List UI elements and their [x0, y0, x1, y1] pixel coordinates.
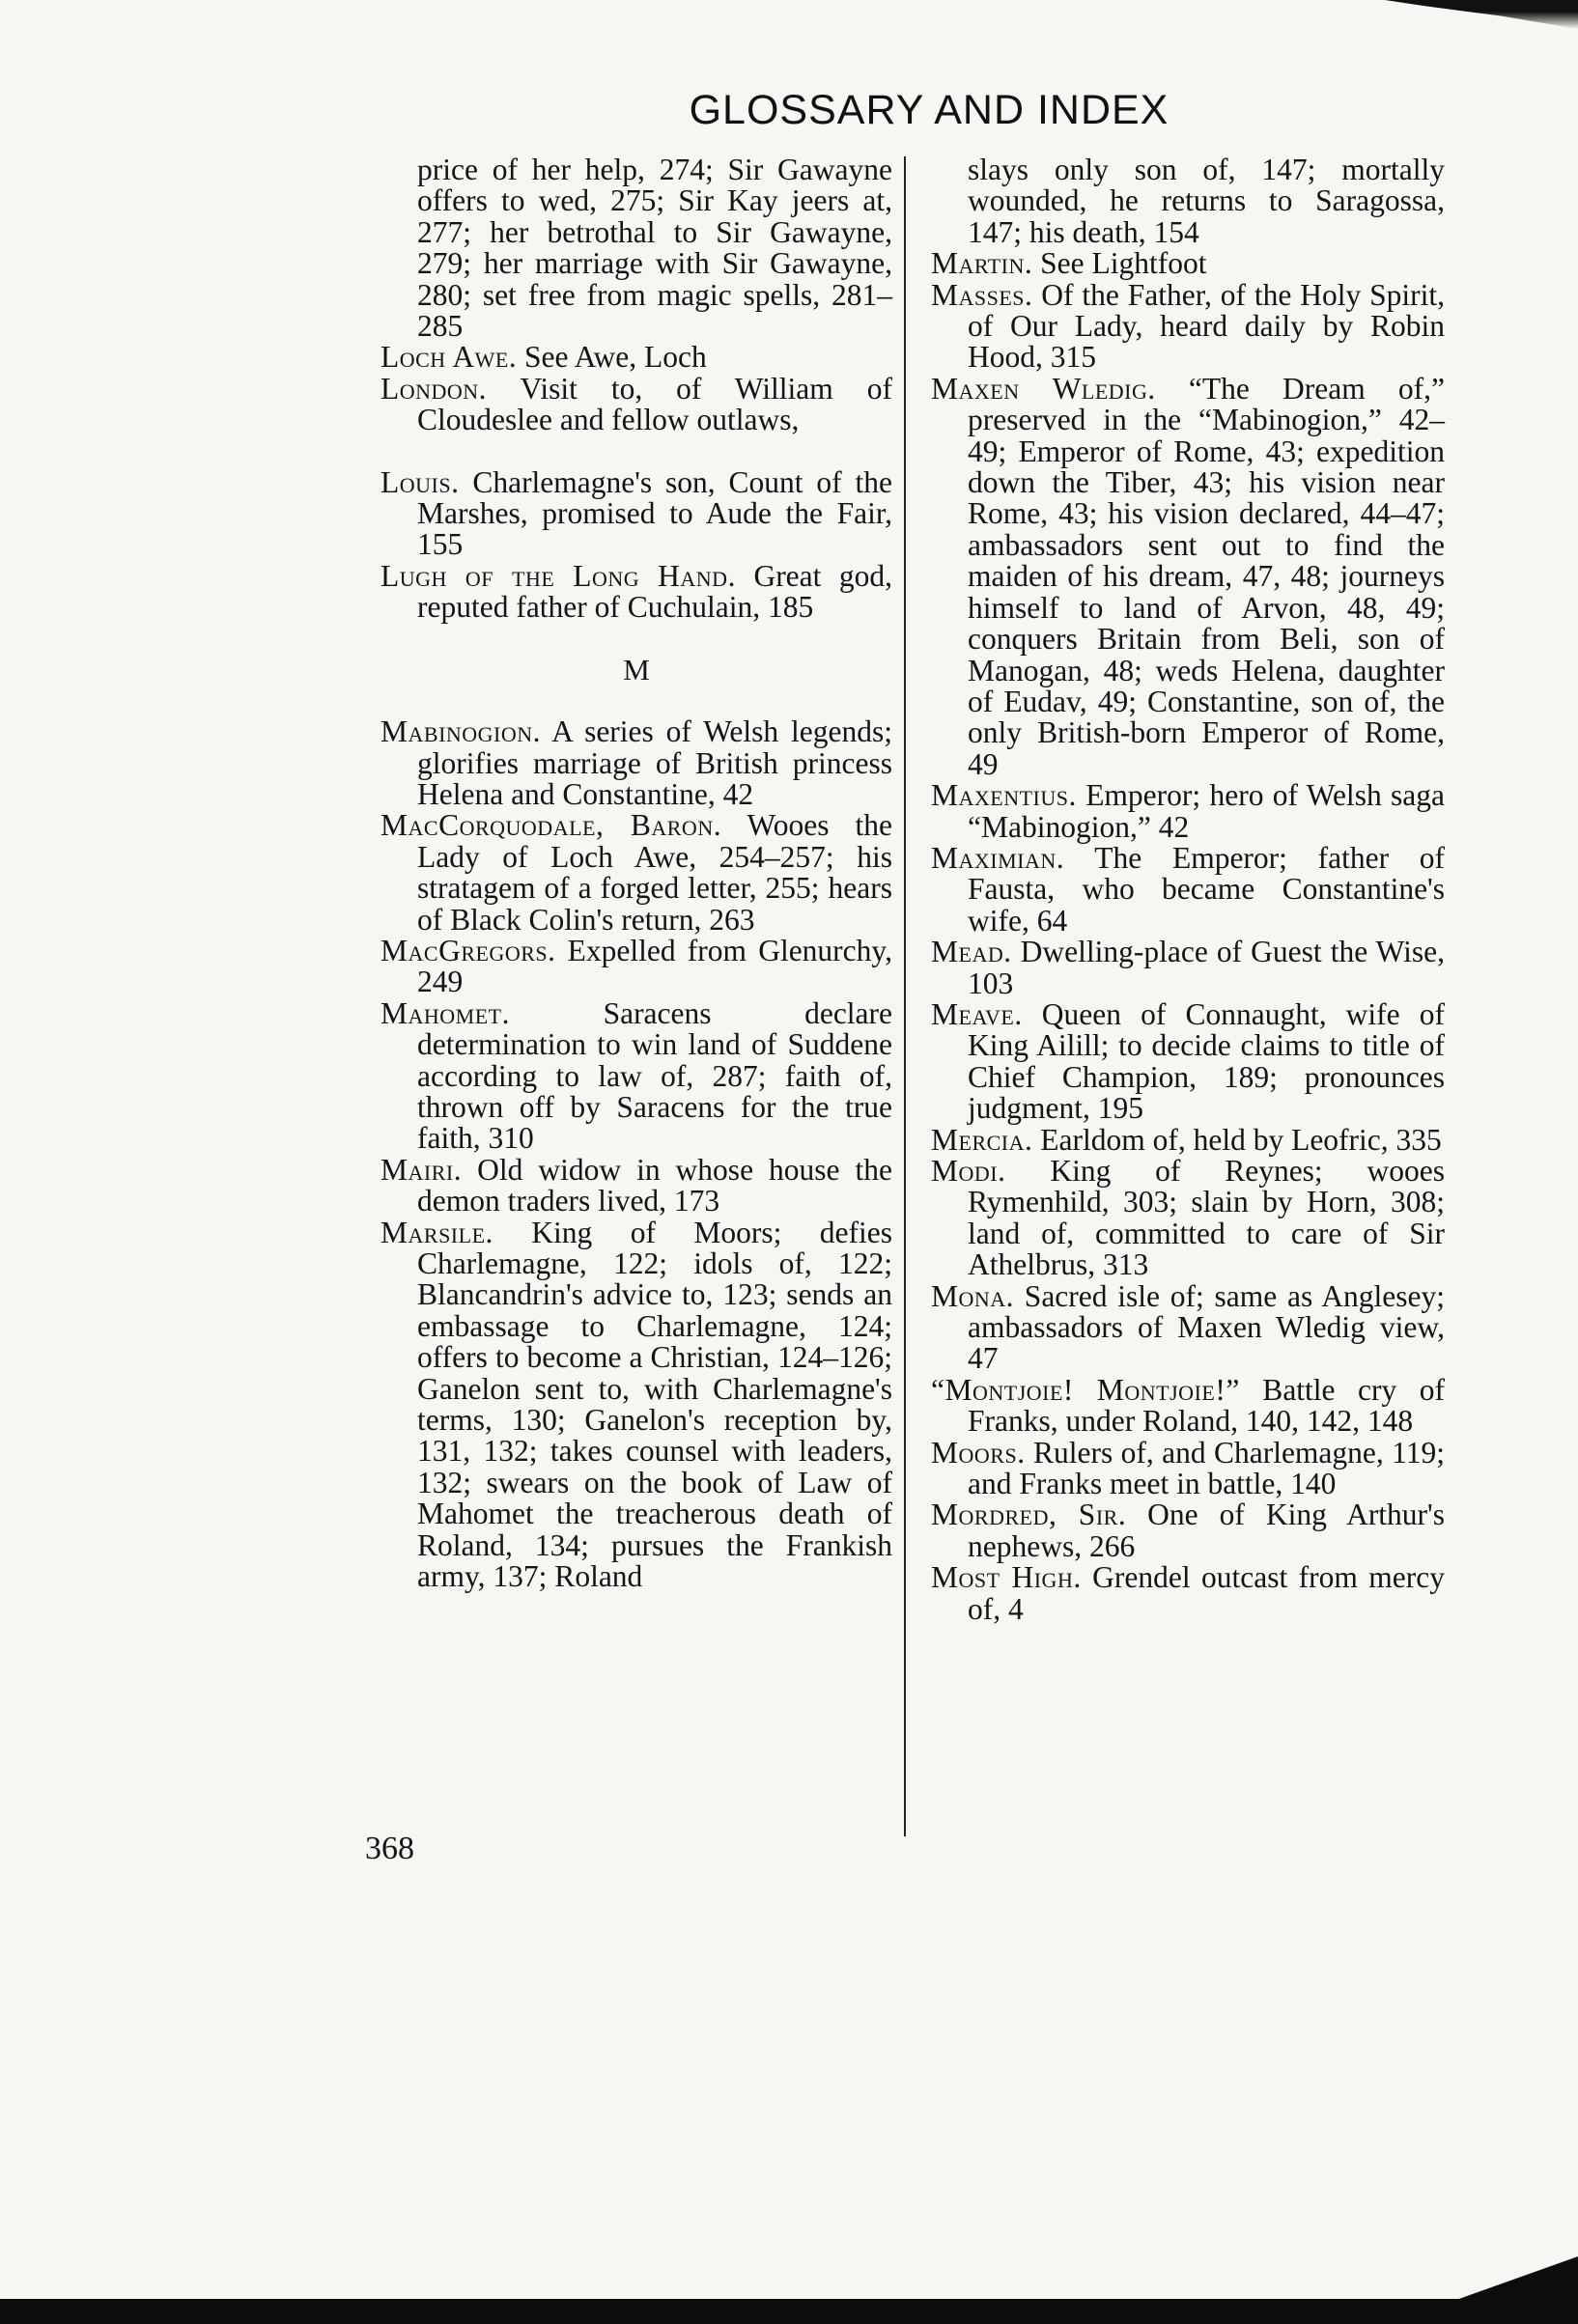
index-entry [380, 1215, 892, 1594]
entry-text: Dwelling-place of Guest the Wise, 103 [968, 935, 1445, 1000]
index-entry [380, 371, 892, 437]
entry-headword: MacGregors. [380, 933, 556, 967]
index-entry [931, 1372, 1445, 1439]
index-entry [380, 464, 892, 562]
entry-headword: “Montjoie! Montjoie!” [931, 1372, 1240, 1407]
entry-headword: Mairi. [380, 1152, 463, 1187]
index-entry [380, 716, 892, 810]
entry-headword: Louis. [380, 464, 460, 499]
entry-text: slays only son of, 147; mortally wounded, he returns to Saragossa, 147; his death, 154 [968, 153, 1445, 249]
entry-text: See Lightfoot [1032, 246, 1207, 281]
page-title: GLOSSARY AND INDEX [689, 87, 1169, 133]
entry-text: Great god, reputed father of Cuchulain, 185 [417, 558, 893, 625]
index-entry [931, 371, 1445, 781]
entry-headword: Mona. [931, 1278, 1015, 1313]
entry-text: “The Dream of,” preserved in the “Mabinogion,” 42–49; Emperor of Rome, 43; expedition down the Tiber, 43; his vision near Rome, 43; his vision declared, 44–47; ambassadors sent out to find the maiden of his dream, 47, 48; journeys himself to land of Arvon, 48, 49; conquers Britain from Beli, son of Manogan, 48; weds Helena, daughter of Eudav, 49; Constantine, son of, the only British-born Emperor of Rome, 49 [968, 371, 1445, 781]
entry-text: Expelled from Glenurchy, 249 [417, 933, 892, 999]
left-entries-l [380, 154, 892, 624]
right-entries [931, 154, 1445, 1625]
index-entry [931, 937, 1445, 999]
index-entry [931, 1122, 1445, 1157]
index-entry [380, 342, 892, 373]
entry-text: The Emperor; father of Fausta, who became Constantine's wife, 64 [968, 840, 1445, 938]
entry-headword: Loch Awe. [380, 340, 518, 375]
scan-edge-mark [1385, 0, 1578, 29]
entry-headword: Martin. [931, 246, 1033, 281]
entry-headword: Maxen Wledig. [931, 371, 1156, 406]
entry-headword: Meave. [931, 996, 1023, 1031]
entry-text: A series of Welsh legends; glorifies marriage of British princess Helena and Constantine, 42 [417, 714, 892, 811]
index-entry [380, 558, 893, 625]
entry-text: price of her help, 274; Sir Gawayne offers to wed, 275; Sir Kay jeers at, 277; her betrothal to Sir Gawayne, 279; her marriage with Sir Gawayne, 280; set free from magic spells, 281–285 [417, 153, 892, 344]
entry-text: Grendel outcast from mercy of, 4 [968, 1560, 1445, 1626]
scan-bottom-edge [0, 2299, 1578, 2324]
entry-text: Wooes the Lady of Loch Awe, 254–257; his stratagem of a forged letter, 255; hears of Black Colin's return, 263 [417, 808, 892, 937]
index-entry [931, 996, 1445, 1126]
entry-headword: Lugh of the Long Hand. [380, 558, 736, 593]
entry-headword: London. [380, 371, 488, 406]
entry-text: Earldom of, held by Leofric, 335 [1032, 1122, 1442, 1157]
entry-headword: Moors. [931, 1435, 1026, 1470]
page-number: 368 [365, 1831, 414, 1866]
entry-headword: Mead. [931, 935, 1012, 969]
index-entry [931, 277, 1445, 375]
index-entry [931, 248, 1445, 279]
right-column [931, 154, 1445, 1625]
entry-text: Charlemagne's son, Count of the Marshes, promised to Aude the Fair, 155 [417, 464, 892, 562]
index-entry [380, 995, 892, 1156]
entry-text: Visit to, of William of Cloudeslee and fellow outlaws, [417, 371, 892, 437]
entry-headword: Mahomet. [380, 995, 510, 1030]
entry-text: Saracens declare determination to win land of Suddene according to law of, 287; faith of, thrown off by Saracens for the true faith, 310 [417, 995, 892, 1156]
entry-headword: Mabinogion. [380, 714, 542, 749]
section-letter: M [623, 652, 650, 686]
entry-text: Sacred isle of; same as Anglesey; ambassadors of Maxen Wledig view, 47 [968, 1278, 1445, 1376]
entry-text: Emperor; hero of Welsh saga “Mabinogion,” 42 [968, 778, 1445, 844]
index-entry [931, 840, 1445, 938]
entry-headword: Maxentius. [931, 778, 1077, 813]
entry-text: King of Moors; defies Charlemagne, 122; idols of, 122; Blancandrin's advice to, 123; sends an embassage to Charlemagne, 124; offers to become a Christian, 124–126; Ganelon sent to, with Charlemagne's terms, 130; Ganelon's reception by, 131, 132; takes counsel with leaders, 132; swears on the book of Law of Mahomet the treacherous death of Roland, 134; pursues the Frankish army, 137; Roland [417, 1215, 892, 1594]
index-entry [931, 1435, 1445, 1501]
index-entry [931, 1499, 1445, 1562]
entry-headword: MacCorquodale, Baron. [380, 808, 722, 843]
index-entry [931, 1156, 1445, 1281]
entry-text: See Awe, Loch [517, 340, 707, 375]
entry-text: Queen of Connaught, wife of King Ailill; to decide claims to title of Chief Champion, 189; pronounces judgment, 195 [968, 996, 1445, 1126]
entry-headword: Mordred, Sir. [931, 1498, 1127, 1532]
column-divider [904, 156, 906, 1836]
left-entries-m [380, 716, 892, 1592]
entry-text: Of the Father, of the Holy Spirit, of Our Lady, heard daily by Robin Hood, 315 [968, 277, 1445, 375]
entry-text: One of King Arthur's nephews, 266 [968, 1498, 1445, 1563]
index-entry [380, 933, 892, 999]
index-entry [931, 1278, 1445, 1376]
entry-headword: Modi. [931, 1154, 1006, 1188]
entry-headword: Mercia. [931, 1122, 1033, 1157]
index-entry [380, 154, 892, 342]
entry-headword: Maximian. [931, 840, 1065, 875]
entry-headword: Most High. [931, 1560, 1082, 1595]
left-column [380, 154, 892, 1592]
index-entry [380, 810, 892, 936]
entry-text: Battle cry of Franks, under Roland, 140, 142, 148 [968, 1372, 1445, 1439]
entry-text: Old widow in whose house the demon traders lived, 173 [417, 1152, 892, 1218]
entry-headword: Masses. [931, 277, 1033, 312]
entry-text: Rulers of, and Charlemagne, 119; and Franks meet in battle, 140 [968, 1435, 1445, 1501]
index-entry [931, 1562, 1445, 1625]
index-entry [380, 1152, 892, 1218]
entry-text: King of Reynes; wooes Rymenhild, 303; slain by Horn, 308; land of, committed to care of Sir Athelbrus, 313 [968, 1154, 1445, 1282]
index-entry [931, 780, 1445, 843]
index-entry [931, 154, 1445, 248]
entry-headword: Marsile. [380, 1215, 493, 1249]
